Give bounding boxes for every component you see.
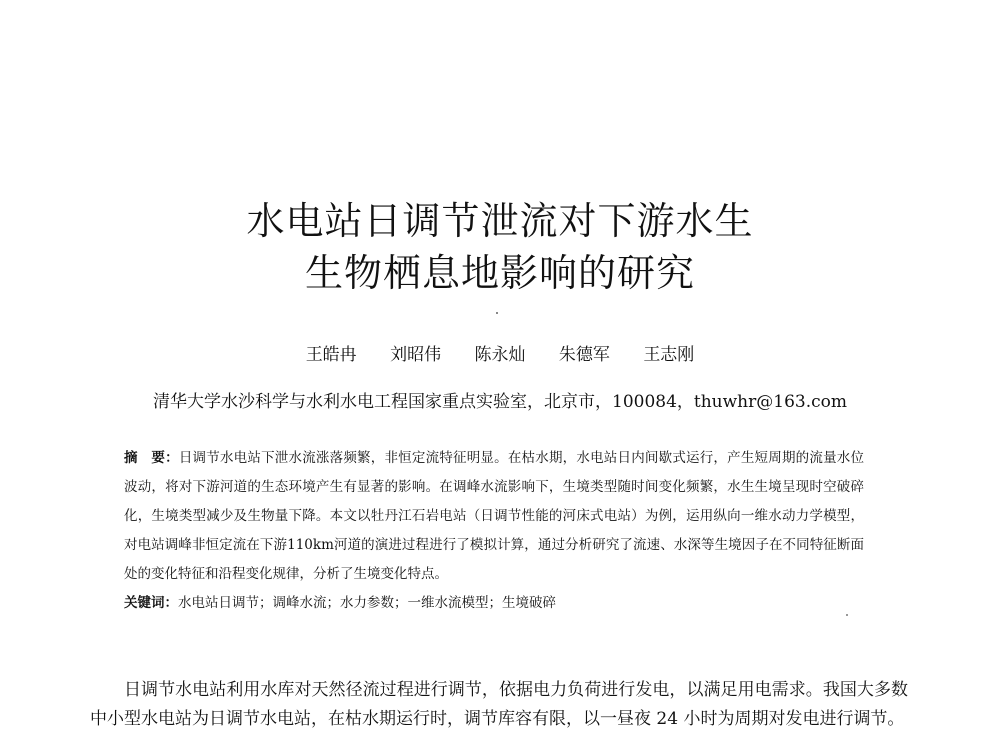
author-name: 朱德军 [558, 345, 610, 365]
keywords-text: 水电站日调节；调峰水流；水力参数；一维水流模型；生境破碎 [178, 595, 556, 611]
abstract-block [124, 444, 864, 618]
abstract-paragraph [124, 444, 864, 589]
author-name: 王志刚 [643, 345, 695, 365]
decorative-dot [496, 312, 498, 314]
author-name: 刘昭伟 [390, 345, 442, 365]
author-name: 王皓冉 [305, 345, 357, 365]
decorative-dot [846, 614, 848, 616]
abstract-label: 摘 要： [124, 450, 179, 466]
keywords-paragraph [124, 589, 864, 618]
keywords-label: 关键词： [124, 595, 178, 611]
abstract-text: 日调节水电站下泄水流涨落频繁，非恒定流特征明显。在枯水期，水电站日内间歇式运行，产生短周期的流量水位波动，将对下游河道的生态环境产生有显著的影响。在调峰水流影响下，生境类型随时间变化频繁，水生生境呈现时空破碎化，生境类型减少及生物量下降。本文以牡丹江石岩电站（日调节性能的河床式电站）为例，运用纵向一维水动力学模型，对电站调峰非恒定流在下游110km河道的演进过程进行了模拟计算，通过分析研究了流速、水深等生境因子在不同特征断面处的变化特征和沿程变化规律，分析了生境变化特点。 [124, 450, 865, 582]
author-list [0, 340, 1000, 365]
body-paragraph: 日调节水电站利用水库对天然径流过程进行调节，依据电力负荷进行发电，以满足用电需求。我国大多数中小型水电站为日调节水电站，在枯水期运行时，调节库容有限，以一昼夜 24 小时为周期对发电进行调节。 [90, 680, 908, 729]
paper-title-line-2: 生物栖息地影响的研究 [304, 251, 695, 295]
paper-title-line-1: 水电站日调节泄流对下游水生 [246, 199, 754, 243]
author-name: 陈永灿 [474, 345, 526, 365]
affiliation: 清华大学水沙科学与水利水电工程国家重点实验室，北京市，100084，thuwhr@163.com [153, 392, 847, 412]
